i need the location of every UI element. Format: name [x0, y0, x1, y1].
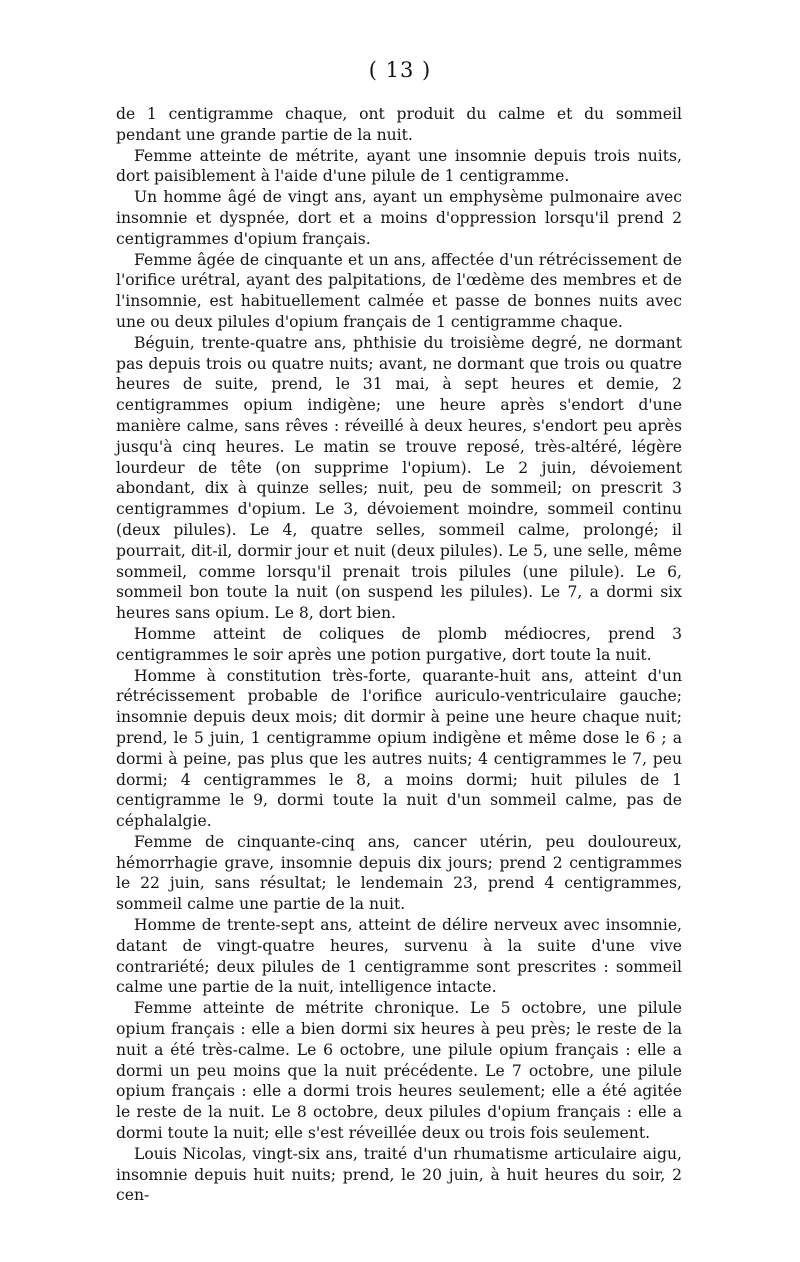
paragraph: Béguin, trente-quatre ans, phthisie du troisième degré, ne dormant pas depuis trois ou quatre nuits; avant, ne dormant que trois ou quatre heures de suite, prend, le 31 mai, à sept heures et demie, 2 centigrammes opium indigène; une heure après s'endort d'une manière calme, sans rêves : réveillé à deux heures, s'endort peu après jusqu'à cinq heures. Le matin se trouve reposé, très-altéré, légère lourdeur de tête (on supprime l'opium). Le 2 juin, dévoiement abondant, dix à quinze selles; nuit, peu de sommeil; on prescrit 3 centigrammes d'opium. Le 3, dévoiement moindre, sommeil continu (deux pilules). Le 4, quatre selles, sommeil calme, prolongé; il pourrait, dit-il, dormir jour et nuit (deux pilules). Le 5, une selle, même sommeil, comme lorsqu'il prenait trois pilules (une pilule). Le 6, sommeil bon toute la nuit (on suspend les pilules). Le 7, a dormi six heures sans opium. Le 8, dort bien. [116, 333, 682, 623]
paragraph: Homme atteint de coliques de plomb médiocres, prend 3 centigrammes le soir après une potion purgative, dort toute la nuit. [116, 624, 682, 664]
paragraph: Homme à constitution très-forte, quarante-huit ans, atteint d'un rétrécissement probable de l'orifice auriculo-ventriculaire gauche; insomnie depuis deux mois; dit dormir à peine une heure chaque nuit; prend, le 5 juin, 1 centigramme opium indigène et même dose le 6 ; a dormi à peine, pas plus que les autres nuits; 4 centigrammes le 7, peu dormi; 4 centigrammes le 8, a moins dormi; huit pilules de 1 centigramme le 9, dormi toute la nuit d'un sommeil calme, pas de céphalalgie. [116, 666, 682, 831]
paragraph: Femme âgée de cinquante et un ans, affectée d'un rétrécissement de l'orifice urétral, ayant des palpitations, de l'œdème des membres et de l'insomnie, est habituellement calmée et passe de bonnes nuits avec une ou deux pilules d'opium français de 1 centigramme chaque. [116, 250, 682, 331]
paragraph: Un homme âgé de vingt ans, ayant un emphysème pulmonaire avec insomnie et dyspnée, dort et a moins d'oppression lorsqu'il prend 2 centigrammes d'opium français. [116, 188, 682, 248]
paragraph: Femme atteinte de métrite, ayant une insomnie depuis trois nuits, dort paisiblement à l'aide d'une pilule de 1 centigramme. [116, 146, 682, 186]
paragraph: Louis Nicolas, vingt-six ans, traité d'un rhumatisme articulaire aigu, insomnie depuis huit nuits; prend, le 20 juin, à huit heures du soir, 2 cen- [116, 1144, 682, 1205]
paragraph: Femme de cinquante-cinq ans, cancer utérin, peu douloureux, hémorrhagie grave, insomnie depuis dix jours; prend 2 centigrammes le 22 juin, sans résultat; le lendemain 23, prend 4 centigrammes, sommeil calme une partie de la nuit. [116, 832, 682, 914]
paragraph-continued: de 1 centigramme chaque, ont produit du calme et du sommeil pendant une grande partie de la nuit. [116, 105, 682, 144]
body-text [116, 104, 682, 1206]
paragraph: Femme atteinte de métrite chronique. Le 5 octobre, une pilule opium français : elle a bien dormi six heures à peu près; le reste de la nuit a été très-calme. Le 6 octobre, une pilule opium français : elle a dormi un peu moins que la nuit précédente. Le 7 octobre, une pilule opium français : elle a dormi trois heures seulement; elle a été agitée le reste de la nuit. Le 8 octobre, deux pilules d'opium français : elle a dormi toute la nuit; elle s'est réveillée deux ou trois fois seulement. [116, 999, 682, 1143]
paragraph: Homme de trente-sept ans, atteint de délire nerveux avec insomnie, datant de vingt-quatre heures, survenu à la suite d'une vive contrariété; deux pilules de 1 centigramme sont prescrites : sommeil calme une partie de la nuit, intelligence intacte. [116, 916, 682, 997]
page-number: ( 13 ) [368, 58, 432, 82]
